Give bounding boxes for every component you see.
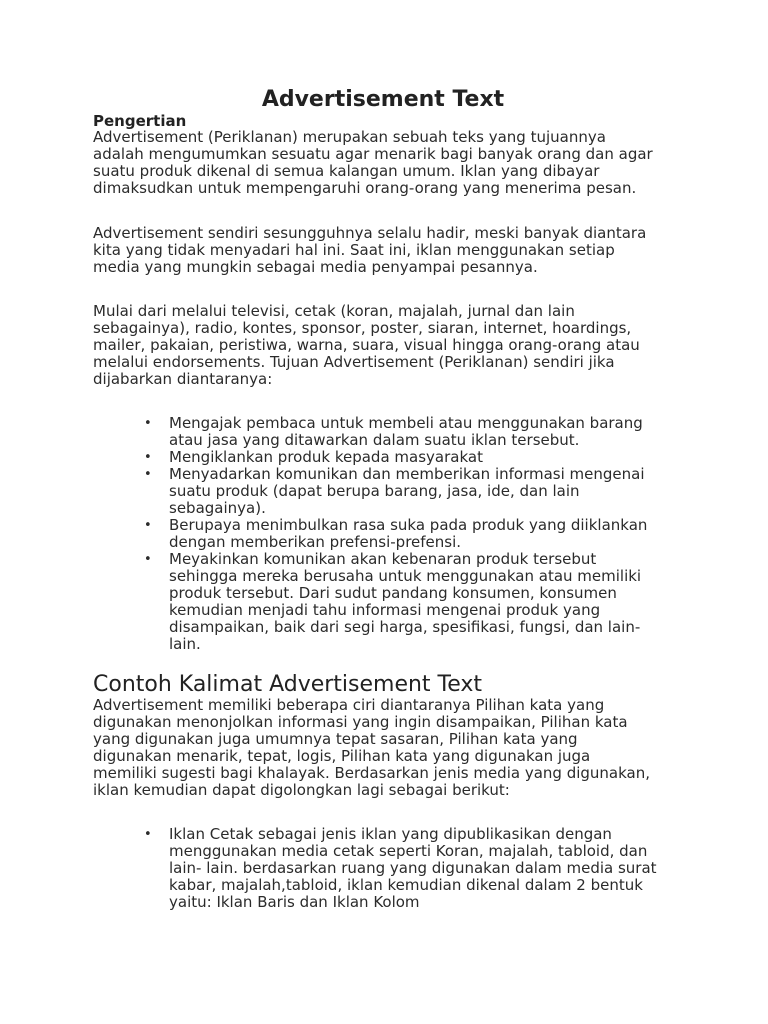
bullet-icon: • <box>144 450 152 465</box>
bullet-icon: • <box>144 827 152 842</box>
list-item <box>93 826 693 911</box>
list-item-text: Mengiklankan produk kepada masyarakat <box>169 448 483 466</box>
list-item <box>93 466 693 517</box>
purpose-list <box>93 415 693 653</box>
list-item <box>93 449 693 466</box>
bullet-icon: • <box>144 518 152 533</box>
list-item-text: Meyakinkan komunikan akan kebenaran produk tersebut sehingga mereka berusaha untuk menggunakan atau memiliki produk tersebut. Dari sudut pandang konsumen, konsumen kemudian menjadi tahu informasi mengenai produk yang disampaikan, baik dari segi harga, spesifikasi, fungsi, dan lain- lain. <box>169 550 642 653</box>
list-item <box>93 415 693 449</box>
list-item <box>93 551 693 653</box>
paragraph-presence: Advertisement sendiri sesungguhnya selalu hadir, meski banyak diantara kita yang tidak menyadari hal ini. Saat ini, iklan menggunakan setiap media yang mungkin sebagai media penyampai pesannya. <box>93 224 647 276</box>
bullet-icon: • <box>144 552 152 567</box>
paragraph-characteristics: Advertisement memiliki beberapa ciri diantaranya Pilihan kata yang digunakan menonjolkan informasi yang ingin disampaikan, Pilihan kata yang digunakan juga umumnya tepat sasaran, Pilihan kata yang digunakan menarik, tepat, logis, Pilihan kata yang digunakan juga memiliki sugesti bagi khalayak. Berdasarkan jenis media yang digunakan, iklan kemudian dapat digolongkan lagi sebagai berikut: <box>93 696 650 799</box>
paragraph-media: Mulai dari melalui televisi, cetak (koran, majalah, jurnal dan lain sebagainya), radio, kontes, sponsor, poster, siaran, internet, hoardings, mailer, pakaian, peristiwa, warna, suara, visual hingga orang-orang atau melalui endorsements. Tujuan Advertisement (Periklanan) sendiri jika dijabarkan diantaranya: <box>93 302 640 388</box>
list-item-text: Berupaya menimbulkan rasa suka pada produk yang diiklankan dengan memberikan prefensi-prefensi. <box>169 516 648 551</box>
media-type-list <box>93 826 693 911</box>
bullet-icon: • <box>144 416 152 431</box>
paragraph-definition: Advertisement (Periklanan) merupakan sebuah teks yang tujuannya adalah mengumumkan sesuatu agar menarik bagi banyak orang dan agar suatu produk dikenal di semua kalangan umum. Iklan yang dibayar dimaksudkan untuk mempengaruhi orang-orang yang menerima pesan. <box>93 128 653 197</box>
subheading-contoh: Contoh Kalimat Advertisement Text <box>93 672 483 697</box>
list-item-text: Menyadarkan komunikan dan memberikan informasi mengenai suatu produk (dapat berupa barang, jasa, ide, dan lain sebagainya). <box>169 465 645 517</box>
document-title: Advertisement Text <box>261 87 505 112</box>
list-item <box>93 517 693 551</box>
list-item-text: Iklan Cetak sebagai jenis iklan yang dipublikasikan dengan menggunakan media cetak seperti Koran, majalah, tabloid, dan lain- lain. berdasarkan ruang yang digunakan dalam media surat kabar, majalah,tabloid, iklan kemudian dikenal dalam 2 bentuk yaitu: Iklan Baris dan Iklan Kolom <box>169 825 657 911</box>
section-label-pengertian: Pengertian <box>93 112 187 130</box>
bullet-icon: • <box>144 467 152 482</box>
list-item-text: Mengajak pembaca untuk membeli atau menggunakan barang atau jasa yang ditawarkan dalam suatu iklan tersebut. <box>169 414 643 449</box>
